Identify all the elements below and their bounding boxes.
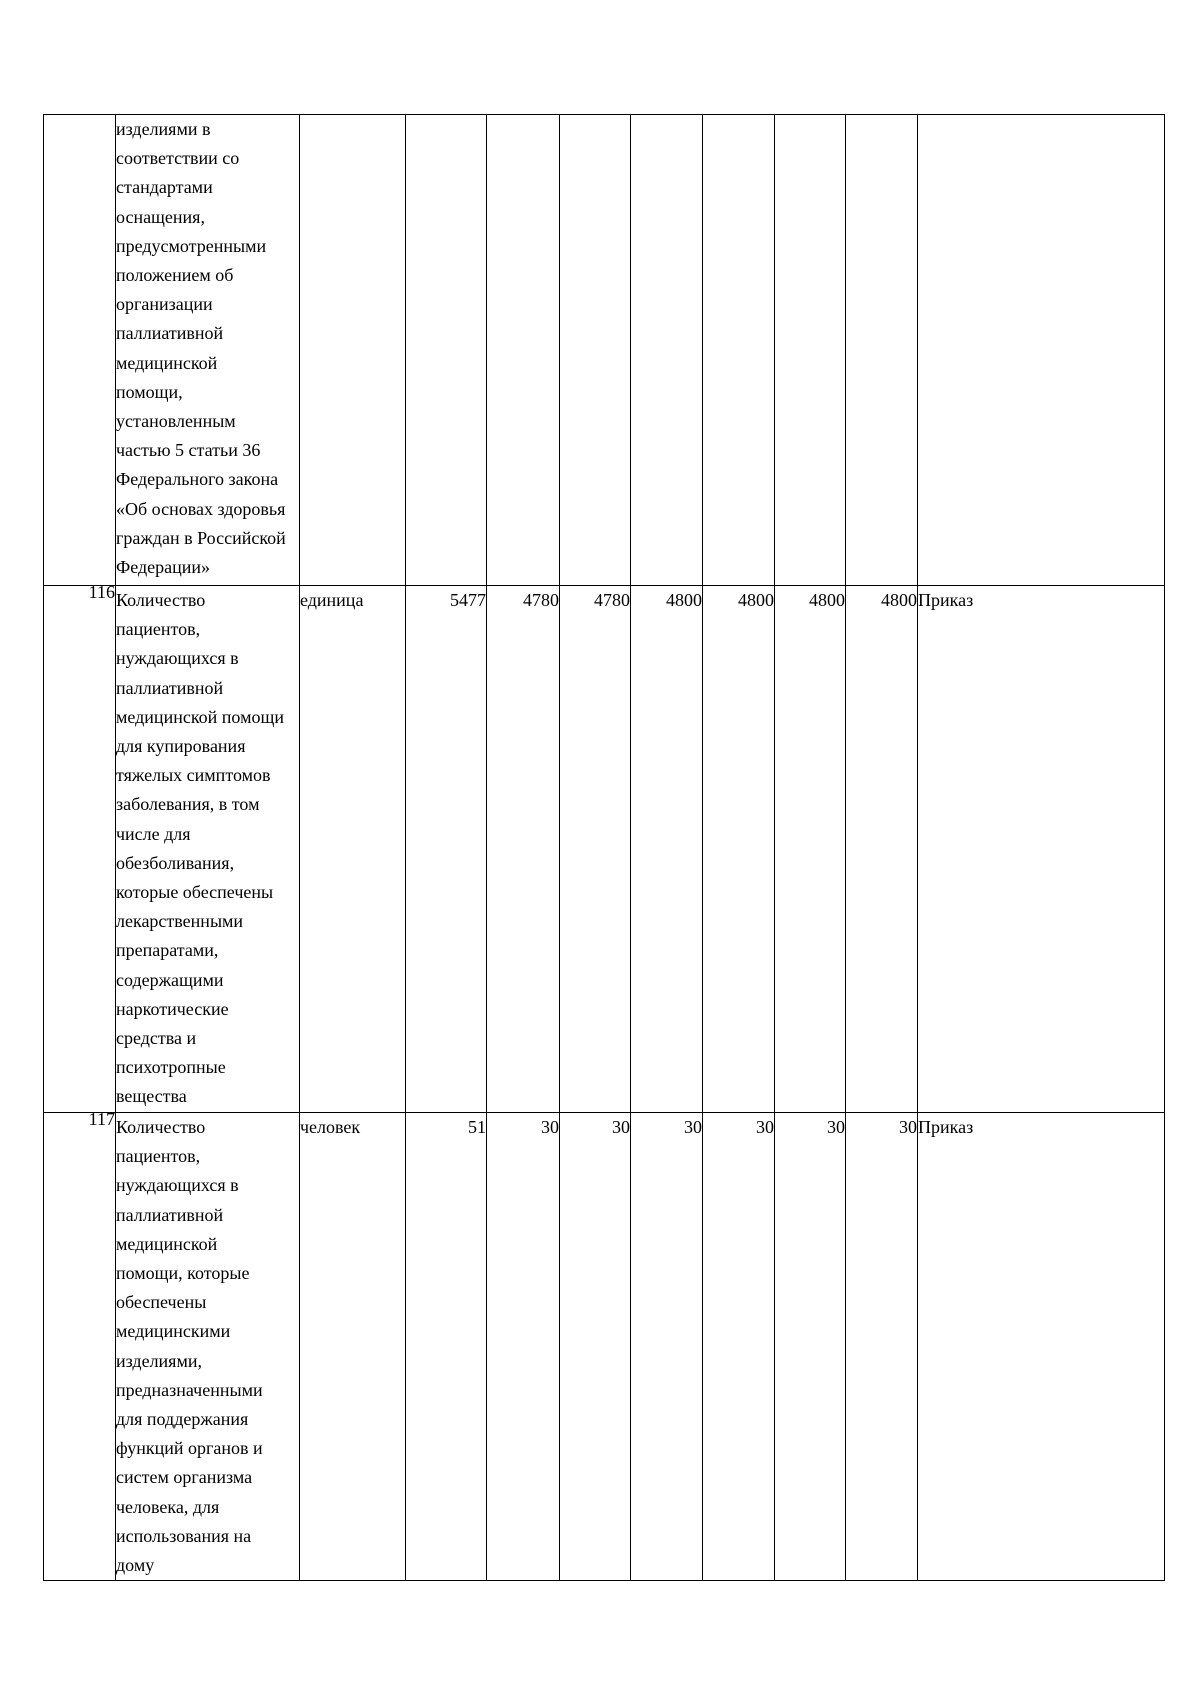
indicator-name-line: заболевания, в том: [116, 794, 260, 815]
indicator-name-line: наркотические: [116, 998, 229, 1019]
source-cell: Приказ: [918, 586, 1165, 1113]
value-cell: 4800: [703, 586, 775, 1113]
indicator-name-line: организации: [116, 294, 213, 315]
indicator-name-line: Количество: [116, 590, 206, 610]
source-cell: [918, 115, 1165, 586]
indicator-name-line: установленным: [116, 411, 236, 432]
indicator-name-line: медицинской помощи: [116, 706, 284, 727]
table-row: [44, 1113, 1165, 1581]
value-cell: [775, 115, 846, 586]
row-number: 117: [88, 1109, 115, 1129]
indicator-name-line: препаратами,: [116, 940, 219, 961]
indicator-name-line: паллиативной: [116, 323, 224, 344]
indicator-name-line: помощи,: [116, 381, 183, 402]
value-cell: [406, 115, 487, 586]
indicator-name-line: обеспечены: [116, 1292, 207, 1313]
row-number-cell: [44, 582, 116, 1113]
row-number-cell: [44, 115, 116, 586]
table-body: [44, 115, 1165, 1581]
indicator-name-line: содержащими: [116, 969, 224, 990]
indicator-name-line: лекарственными: [116, 911, 244, 932]
value-cell: [560, 115, 631, 586]
indicator-name-line: «Об основах здоровья: [116, 498, 286, 519]
source-cell: Приказ: [918, 1113, 1165, 1581]
indicator-name-line: дому: [116, 1555, 155, 1576]
table-row: [44, 115, 1165, 586]
value-cell: 30: [703, 1113, 775, 1581]
indicator-name-line: человека, для: [116, 1496, 220, 1517]
indicator-name-line: которые обеспечены: [116, 882, 274, 903]
indicator-name-line: тяжелых симптомов: [116, 765, 271, 786]
indicator-name-line: использования на: [116, 1525, 252, 1546]
value-cell: 4800: [846, 586, 918, 1113]
unit-cell: человек: [300, 1113, 406, 1581]
indicator-name-line: стандартами: [116, 177, 213, 198]
value-cell: 30: [846, 1113, 918, 1581]
indicator-name-line: медицинской: [116, 352, 218, 373]
indicator-name-line: для поддержания: [116, 1409, 249, 1430]
indicator-name-line: паллиативной: [116, 1204, 224, 1225]
indicator-name-line: паллиативной: [116, 677, 224, 698]
indicator-name-cell: [116, 115, 300, 586]
indicator-name-line: вещества: [116, 1086, 187, 1107]
value-cell: 30: [560, 1113, 631, 1581]
indicator-name-line: для купирования: [116, 736, 246, 757]
indicator-name-line: соответствии со: [116, 148, 240, 169]
table-row: [44, 586, 1165, 1113]
indicator-name-line: медицинскими: [116, 1321, 231, 1342]
indicator-name-line: систем организма: [116, 1467, 253, 1488]
indicator-name-line: предусмотренными: [116, 235, 267, 256]
unit-cell: единица: [300, 586, 406, 1113]
indicator-name-line: медицинской: [116, 1233, 218, 1254]
indicator-name-line: предназначенными: [116, 1379, 263, 1400]
indicator-name-line: помощи, которые: [116, 1263, 250, 1284]
value-cell: 4800: [775, 586, 846, 1113]
value-cell: 4800: [631, 586, 703, 1113]
indicator-name-line: частью 5 статьи 36: [116, 440, 261, 461]
indicator-name-line: числе для: [116, 823, 191, 844]
indicator-name-line: положением об: [116, 265, 234, 286]
value-cell: 5477: [406, 586, 487, 1113]
value-cell: [703, 115, 775, 586]
indicator-name-cell: [116, 586, 300, 1113]
value-cell: [631, 115, 703, 586]
row-number-cell: [44, 1109, 116, 1581]
indicator-name-line: нуждающихся в: [116, 1175, 239, 1196]
indicator-name-line: граждан в Российской: [116, 527, 286, 548]
indicator-name-line: изделиями,: [116, 1350, 202, 1371]
indicator-name-line: функций органов и: [116, 1438, 263, 1459]
indicator-name-line: оснащения,: [116, 206, 205, 227]
value-cell: 4780: [560, 586, 631, 1113]
value-cell: [487, 115, 560, 586]
indicator-name-line: Федерального закона: [116, 469, 279, 490]
indicator-name-line: средства и: [116, 1028, 197, 1049]
unit-cell: [300, 115, 406, 586]
indicator-name-line: психотропные: [116, 1057, 226, 1078]
indicator-name-line: обезболивания,: [116, 852, 235, 873]
indicator-name-cell: [116, 1113, 300, 1581]
indicator-name-line: нуждающихся в: [116, 648, 239, 669]
value-cell: 51: [406, 1113, 487, 1581]
value-cell: 30: [775, 1113, 846, 1581]
indicator-name-line: изделиями в: [116, 119, 211, 139]
indicators-table: [43, 114, 1165, 1581]
indicator-name-line: пациентов,: [116, 1146, 201, 1167]
value-cell: 4780: [487, 586, 560, 1113]
indicator-name-line: Количество: [116, 1117, 206, 1137]
value-cell: 30: [487, 1113, 560, 1581]
row-number: 116: [88, 582, 115, 602]
indicator-name-line: пациентов,: [116, 619, 201, 640]
indicator-name-line: Федерации»: [116, 557, 211, 578]
value-cell: 30: [631, 1113, 703, 1581]
value-cell: [846, 115, 918, 586]
